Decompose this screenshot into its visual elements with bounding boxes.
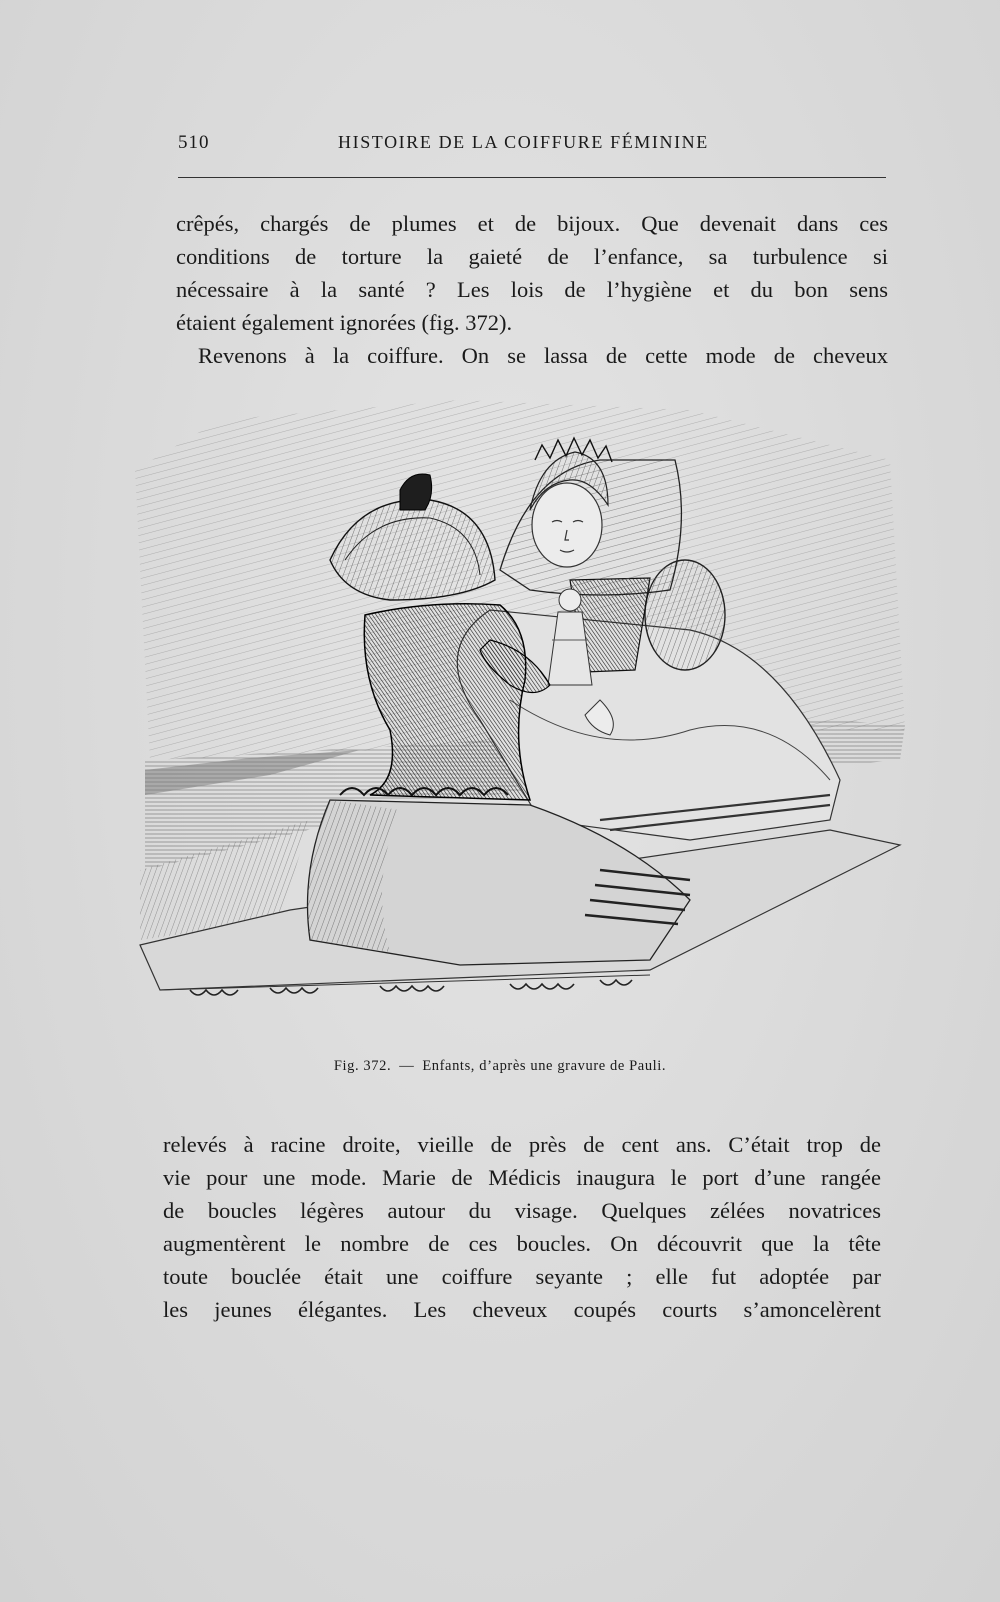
text-line: nécessaire à la santé ? Les lois de l’hygiène et du bon sens	[176, 277, 888, 302]
text-line: vie pour une mode. Marie de Médicis inaugura le port d’une rangée	[163, 1165, 881, 1190]
text-line: Revenons à la coiffure. On se lassa de cette mode de cheveux	[198, 343, 888, 368]
right-child-face	[532, 483, 602, 567]
running-head	[178, 130, 886, 160]
text-line: de boucles légères autour du visage. Quelques zélées novatrices	[163, 1198, 881, 1223]
bottom-text-block	[163, 1128, 881, 1326]
text-line: les jeunes élégantes. Les cheveux coupés courts s’amoncelèrent	[163, 1297, 881, 1322]
engraving-drawing	[130, 400, 920, 1020]
header-rule	[178, 177, 886, 178]
figure-caption	[0, 1058, 1000, 1075]
running-title: HISTOIRE DE LA COIFFURE FÉMININE	[338, 132, 709, 152]
page-number: 510	[178, 132, 210, 153]
text-line: conditions de torture la gaieté de l’enfance, sa turbulence si	[176, 244, 888, 269]
text-line: toute bouclée était une coiffure seyante ; elle fut adoptée par	[163, 1264, 881, 1289]
caption-dash: —	[399, 1058, 415, 1074]
text-line: relevés à racine droite, vieille de près de cent ans. C’était trop de	[163, 1132, 881, 1157]
text-line: étaient également ignorées (fig. 372).	[176, 310, 513, 335]
top-text-block	[176, 207, 888, 372]
text-line: crêpés, chargés de plumes et de bijoux. Que devenait dans ces	[176, 211, 888, 236]
caption-text: Enfants, d’après une gravure de Pauli.	[422, 1058, 667, 1074]
caption-label: Fig. 372.	[333, 1058, 392, 1074]
text-line: augmentèrent le nombre de ces boucles. On découvrit que la tête	[163, 1231, 881, 1256]
engraving-illustration	[130, 400, 920, 1020]
